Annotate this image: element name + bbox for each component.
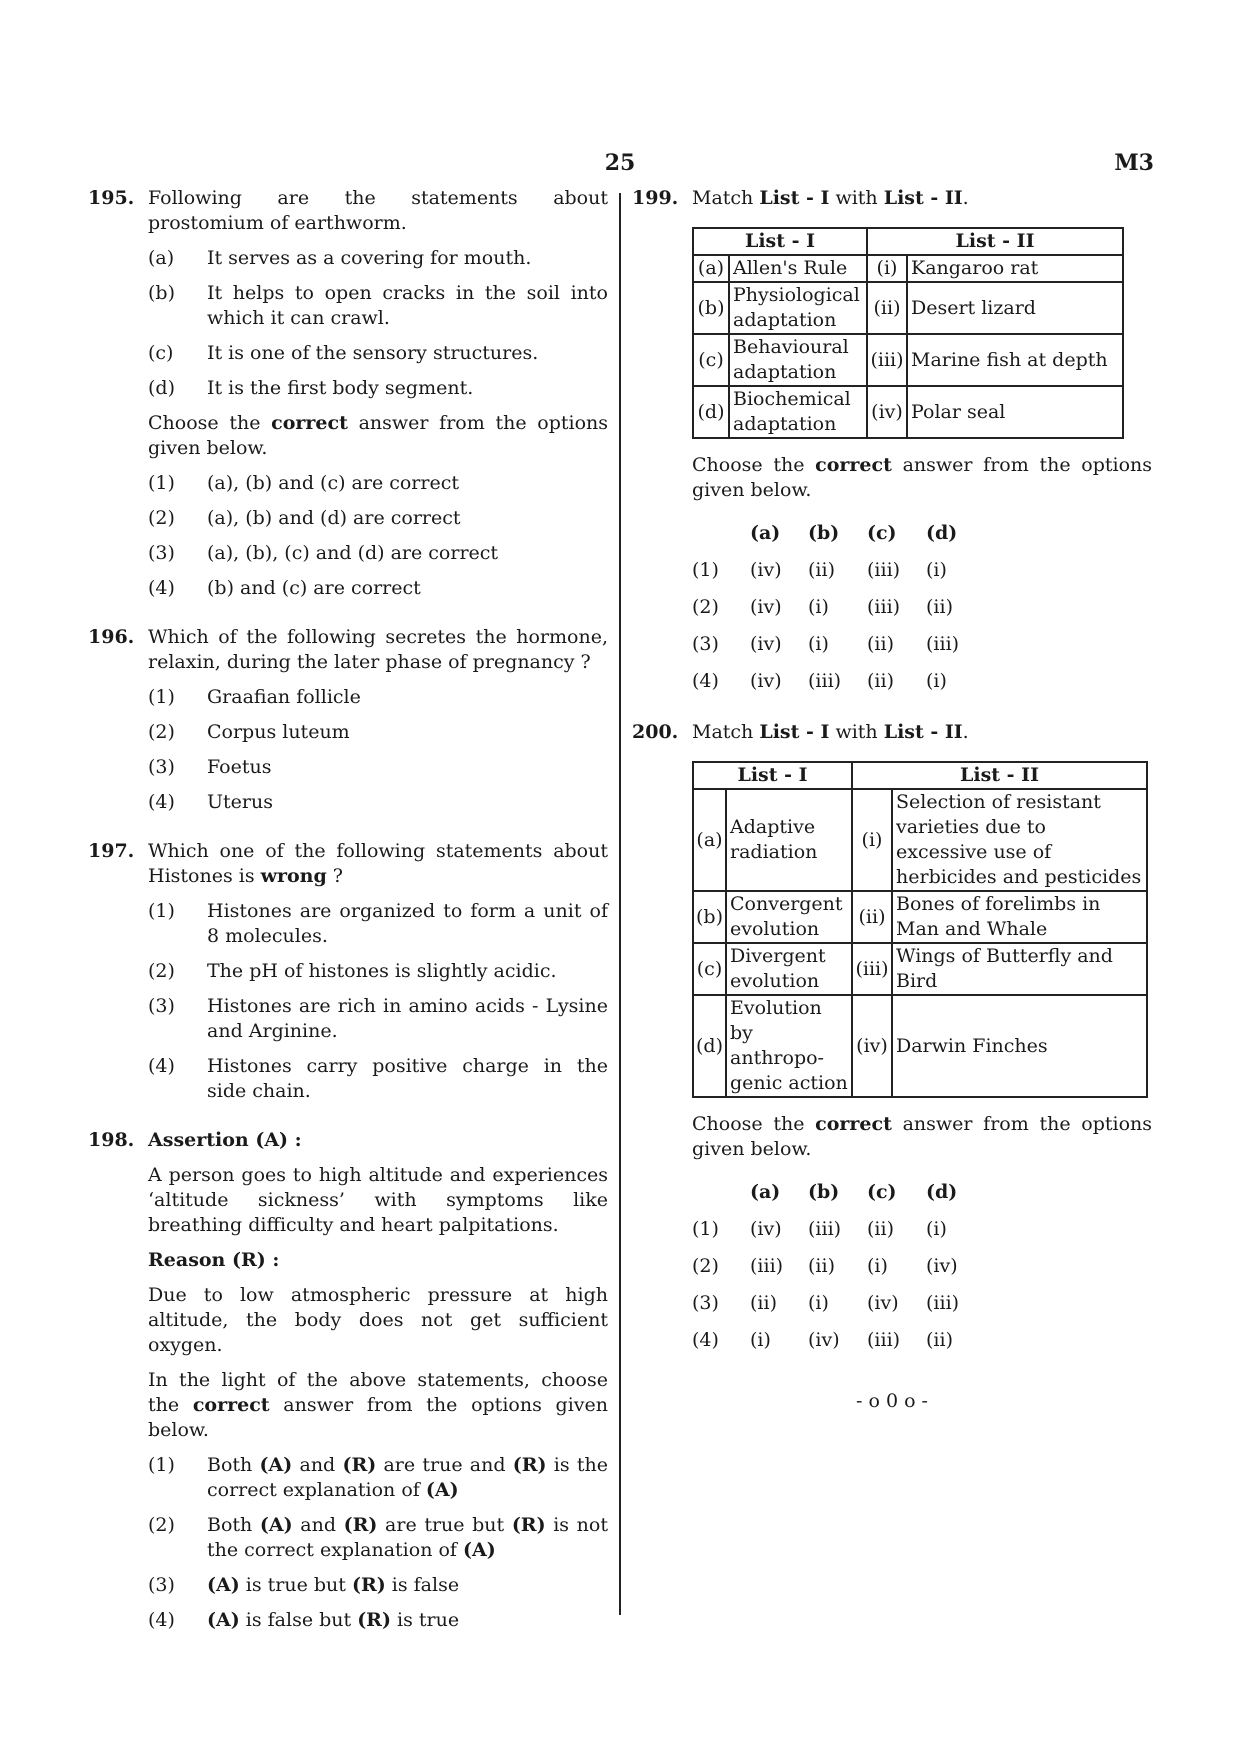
table-row — [693, 386, 1123, 438]
statement-label: (a) — [148, 247, 175, 269]
statement-text: It helps to open cracks in the soil into which it can crawl. — [207, 282, 608, 329]
statement-label: (d) — [148, 377, 175, 399]
question-stem: Match List - I with List - II. — [692, 721, 969, 743]
question-stem: Following are the statements about prostomium of earthworm. — [148, 187, 608, 234]
question-number: 195. — [88, 187, 135, 209]
reason-title: Reason (R) : — [148, 1249, 280, 1271]
booklet-code: M3 — [1114, 150, 1154, 176]
table-cell: (i) — [852, 789, 892, 891]
option-1[interactable] — [148, 1453, 608, 1503]
option-text[interactable]: Corpus luteum — [207, 721, 350, 743]
option-label: (2) — [148, 960, 175, 982]
option-text[interactable]: (A) is false but (R) is true — [207, 1609, 460, 1631]
option-label: (2) — [148, 721, 175, 743]
question-number: 196. — [88, 626, 135, 648]
end-marker: - o 0 o - — [856, 1390, 928, 1412]
option-text[interactable]: Histones are organized to form a unit of 8 molecules. — [207, 900, 608, 947]
table-cell: (i) — [867, 255, 907, 282]
option-text[interactable]: Graafian follicle — [207, 686, 361, 708]
answer-option-row[interactable]: (2) (iv) (i) (iii) (ii) — [692, 596, 953, 618]
option-text[interactable]: Both (A) and (R) are true but (R) is not the correct explanation of (A) — [207, 1514, 608, 1561]
table-cell: Bones of forelimbs in Man and Whale — [892, 891, 1147, 943]
answer-header-row — [692, 1174, 1152, 1211]
question-197 — [88, 839, 608, 1104]
table-cell: Allen's Rule — [729, 255, 867, 282]
question-198 — [88, 1128, 608, 1633]
statement-text: It is the first body segment. — [207, 377, 474, 399]
table-row — [693, 943, 1147, 995]
answer-col-header: (d) — [926, 1181, 958, 1203]
page-number: 25 — [604, 150, 636, 176]
table-cell: Biochemical adaptation — [729, 386, 867, 438]
table-cell: Marine fish at depth — [907, 334, 1123, 386]
question-199 — [632, 186, 1152, 700]
option-label: (4) — [148, 577, 175, 599]
answer-col-header: (a) — [750, 522, 781, 544]
right-column — [632, 186, 1152, 1414]
option-label: (3) — [148, 756, 175, 778]
table-cell: Selection of resistant varieties due to excessive use of herbicides and pesticides — [892, 789, 1147, 891]
option-label: (1) — [148, 472, 175, 494]
answer-col-header: (b) — [808, 1181, 840, 1203]
table-cell: Kangaroo rat — [907, 255, 1123, 282]
answer-grid — [692, 515, 1152, 700]
option-text[interactable]: Histones carry positive charge in the side chain. — [207, 1055, 608, 1102]
reason-text: Due to low atmospheric pressure at high altitude, the body does not get sufficient oxygen. — [148, 1284, 608, 1356]
match-table — [692, 761, 1148, 1098]
answer-option-row[interactable]: (4) (i) (iv) (iii) (ii) — [692, 1329, 953, 1351]
option-3[interactable] — [148, 1573, 608, 1598]
table-cell: Behavioural adaptation — [729, 334, 867, 386]
instruction: Choose the correct answer from the options given below. — [692, 1113, 1152, 1160]
option-4[interactable] — [148, 1608, 608, 1633]
option-text[interactable]: (a), (b) and (c) are correct — [207, 472, 459, 494]
option-label: (3) — [148, 995, 175, 1017]
option-2[interactable] — [148, 1513, 608, 1563]
option-label: (3) — [148, 542, 175, 564]
option-label: (2) — [148, 507, 175, 529]
table-cell: Polar seal — [907, 386, 1123, 438]
answer-header-row — [692, 515, 1152, 552]
table-cell: Wings of Butterfly and Bird — [892, 943, 1147, 995]
option-text[interactable]: (a), (b), (c) and (d) are correct — [207, 542, 499, 564]
match-table — [692, 227, 1124, 439]
option-label: (4) — [148, 1609, 175, 1631]
question-196 — [88, 625, 608, 815]
question-stem: Which one of the following statements about Histones is wrong ? — [148, 840, 608, 887]
table-cell: (iii) — [852, 943, 892, 995]
table-cell: (iii) — [867, 334, 907, 386]
table-cell: (c) — [693, 334, 729, 386]
answer-col-header: (c) — [867, 522, 897, 544]
option-label: (1) — [148, 900, 175, 922]
table-cell: Desert lizard — [907, 282, 1123, 334]
table-cell: Evolution by anthropo-genic action — [726, 995, 852, 1097]
column-divider — [619, 193, 621, 1615]
option-text[interactable]: The pH of histones is slightly acidic. — [207, 960, 557, 982]
table-row — [693, 334, 1123, 386]
left-column — [88, 186, 608, 1633]
table-cell: Adaptive radiation — [726, 789, 852, 891]
table-cell: (ii) — [852, 891, 892, 943]
answer-option-row[interactable]: (4) (iv) (iii) (ii) (i) — [692, 670, 947, 692]
table-row — [693, 995, 1147, 1097]
option-text[interactable]: (a), (b) and (d) are correct — [207, 507, 461, 529]
option-label: (4) — [148, 791, 175, 813]
instruction: Choose the correct answer from the options given below. — [692, 454, 1152, 501]
option-label: (2) — [148, 1514, 175, 1536]
assertion-text: A person goes to high altitude and experiences ‘altitude sickness’ with symptoms like breathing difficulty and heart palpitations. — [148, 1164, 608, 1236]
answer-option-row[interactable]: (3) (iv) (i) (ii) (iii) — [692, 633, 960, 655]
answer-option-row[interactable]: (3) (ii) (i) (iv) (iii) — [692, 1292, 960, 1314]
table-row — [693, 789, 1147, 891]
statement-label: (b) — [148, 282, 175, 304]
table-cell: (b) — [693, 891, 726, 943]
table-header: List - II — [852, 762, 1147, 789]
question-200 — [632, 720, 1152, 1414]
question-number: 200. — [632, 721, 679, 743]
assertion-title: Assertion (A) : — [148, 1129, 302, 1151]
answer-col-header: (b) — [808, 522, 840, 544]
option-text[interactable]: Uterus — [207, 791, 273, 813]
option-text[interactable]: (A) is true but (R) is false — [207, 1574, 460, 1596]
table-cell: (ii) — [867, 282, 907, 334]
question-number: 198. — [88, 1129, 135, 1151]
option-label: (1) — [148, 1454, 175, 1476]
table-cell: Physiological adaptation — [729, 282, 867, 334]
statement-text: It is one of the sensory structures. — [207, 342, 539, 364]
table-cell: (d) — [693, 386, 729, 438]
table-cell: Darwin Finches — [892, 995, 1147, 1097]
table-cell: (iv) — [867, 386, 907, 438]
question-number: 199. — [632, 187, 679, 209]
instruction: In the light of the above statements, choose the correct answer from the options given below. — [148, 1369, 609, 1441]
answer-col-header: (c) — [867, 1181, 897, 1203]
option-text[interactable]: (b) and (c) are correct — [207, 577, 421, 599]
table-cell: (a) — [693, 255, 729, 282]
table-header: List - I — [693, 228, 867, 255]
option-label: (1) — [148, 686, 175, 708]
answer-col-header: (d) — [926, 522, 958, 544]
table-cell: (d) — [693, 995, 726, 1097]
table-cell: Divergent evolution — [726, 943, 852, 995]
answer-grid — [692, 1174, 1152, 1359]
question-stem: Match List - I with List - II. — [692, 187, 969, 209]
instruction: Choose the correct answer from the options given below. — [148, 412, 608, 459]
question-195 — [88, 186, 608, 601]
table-cell: (b) — [693, 282, 729, 334]
option-label: (3) — [148, 1574, 175, 1596]
question-stem: Which of the following secretes the hormone, relaxin, during the later phase of pregnancy ? — [148, 626, 608, 673]
answer-option-row[interactable]: (2) (iii) (ii) (i) (iv) — [692, 1255, 958, 1277]
statement-text: It serves as a covering for mouth. — [207, 247, 532, 269]
option-text[interactable]: Foetus — [207, 756, 272, 778]
table-cell: (a) — [693, 789, 726, 891]
option-text[interactable]: Histones are rich in amino acids - Lysine and Arginine. — [207, 995, 608, 1042]
table-cell: Convergent evolution — [726, 891, 852, 943]
answer-option-row[interactable]: (1) (iv) (iii) (ii) (i) — [692, 1218, 947, 1240]
table-header: List - II — [867, 228, 1123, 255]
table-row — [693, 891, 1147, 943]
option-label: (4) — [148, 1055, 175, 1077]
table-row — [693, 255, 1123, 282]
question-number: 197. — [88, 840, 135, 862]
answer-col-header: (a) — [750, 1181, 781, 1203]
statement-label: (c) — [148, 342, 174, 364]
table-header: List - I — [693, 762, 852, 789]
option-text[interactable]: Both (A) and (R) are true and (R) is the correct explanation of (A) — [207, 1454, 608, 1501]
table-row — [693, 282, 1123, 334]
answer-option-row[interactable]: (1) (iv) (ii) (iii) (i) — [692, 559, 947, 581]
table-cell: (iv) — [852, 995, 892, 1097]
table-cell: (c) — [693, 943, 726, 995]
